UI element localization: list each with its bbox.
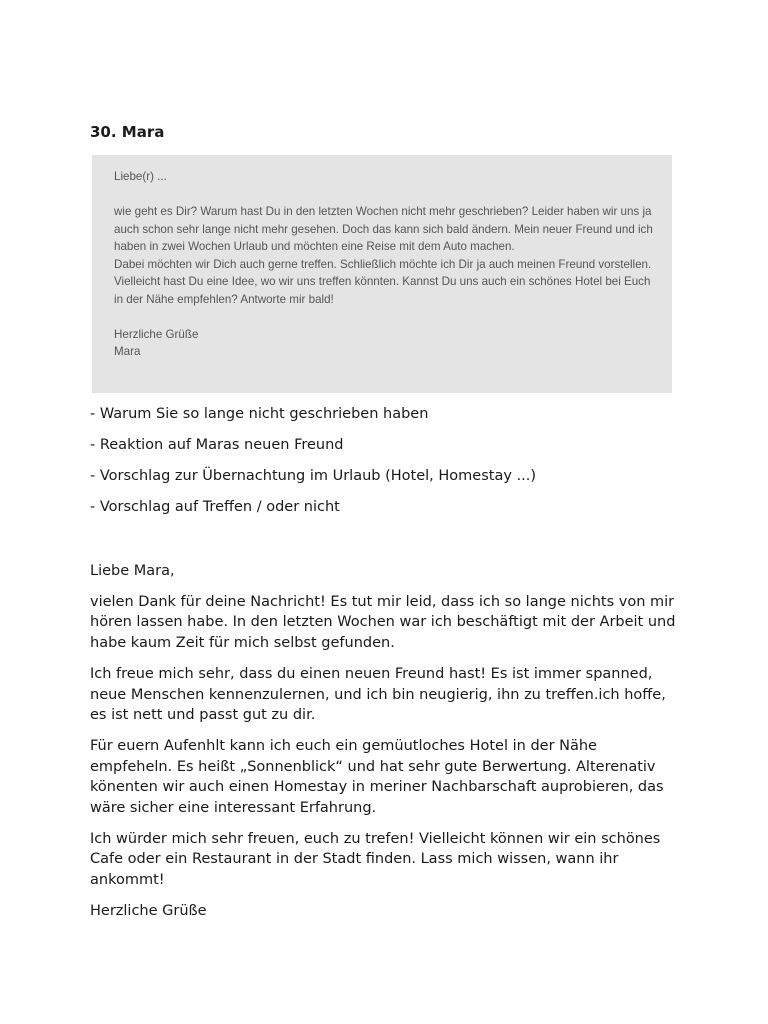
task-point: - Reaktion auf Maras neuen Freund <box>90 437 344 453</box>
reply-closing: Herzliche Grüße <box>90 902 207 919</box>
task-points-list <box>90 404 536 528</box>
task-point: - Warum Sie so lange nicht geschrieben haben <box>90 406 429 422</box>
letter-closing: Herzliche Grüße <box>114 327 199 341</box>
letter-paragraph-2: Dabei möchten wir Dich auch gerne treffen. Schließlich möchte ich Dir ja auch meinen Freund vorstellen. Vielleicht hast Du eine Idee, wo wir uns treffen könnten. Kannst Du uns auch ein schönes Hotel bei Euch in der Nähe empfehlen? Antworte mir bald! <box>114 257 652 306</box>
reply-paragraph-2: Ich freue mich sehr, dass du einen neuen Freund hast! Es ist immer spanned, neue Menschen kennenzulernen, und ich bin neugierig, ihn zu treffen.ich hoffe, es ist nett und passt gut zu dir. <box>90 665 666 724</box>
letter-paragraph-1: wie geht es Dir? Warum hast Du in den letzten Wochen nicht mehr geschrieben? Leider haben wir uns ja auch schon sehr lange nicht mehr gesehen. Doch das kann sich bald ändern. Mein neuer Freund und ich haben in zwei Wochen Urlaub und möchten eine Reise mit dem Auto machen. <box>114 205 653 253</box>
reply-salutation: Liebe Mara, <box>90 563 175 579</box>
task-point: - Vorschlag zur Übernachtung im Urlaub (Hotel, Homestay ...) <box>90 468 537 484</box>
prompt-letter-image <box>92 155 672 393</box>
reply-paragraph-4: Ich würder mich sehr freuen, euch zu trefen! Vielleicht können wir ein schönes Cafe oder ein Restaurant in der Stadt finden. Lass mich wissen, wann ihr ankommt! <box>90 830 661 889</box>
reply-paragraph-1: vielen Dank für deine Nachricht! Es tut mir leid, dass ich so lange nichts von mir hören lassen habe. In den letzten Wochen war ich beschäftigt mit der Arbeit und habe kaum Zeit für mich selbst gefunden. <box>90 593 676 652</box>
reply-letter <box>90 561 680 932</box>
task-point: - Vorschlag auf Treffen / oder nicht <box>90 499 340 515</box>
reply-paragraph-3: Für euern Aufenhlt kann ich euch ein gemüutloches Hotel in der Nähe empfeheln. Es heißt „Sonnenblick“ und hat sehr gute Berwertung. Alterenativ könenten wir auch einen Homestay in meriner Nachbarschaft auprobieren, das wäre sicher eine interessant Erfahrung. <box>90 737 664 817</box>
task-title: 30. Mara <box>90 123 165 141</box>
letter-signature: Mara <box>114 345 141 358</box>
letter-salutation: Liebe(r) ... <box>114 170 167 183</box>
